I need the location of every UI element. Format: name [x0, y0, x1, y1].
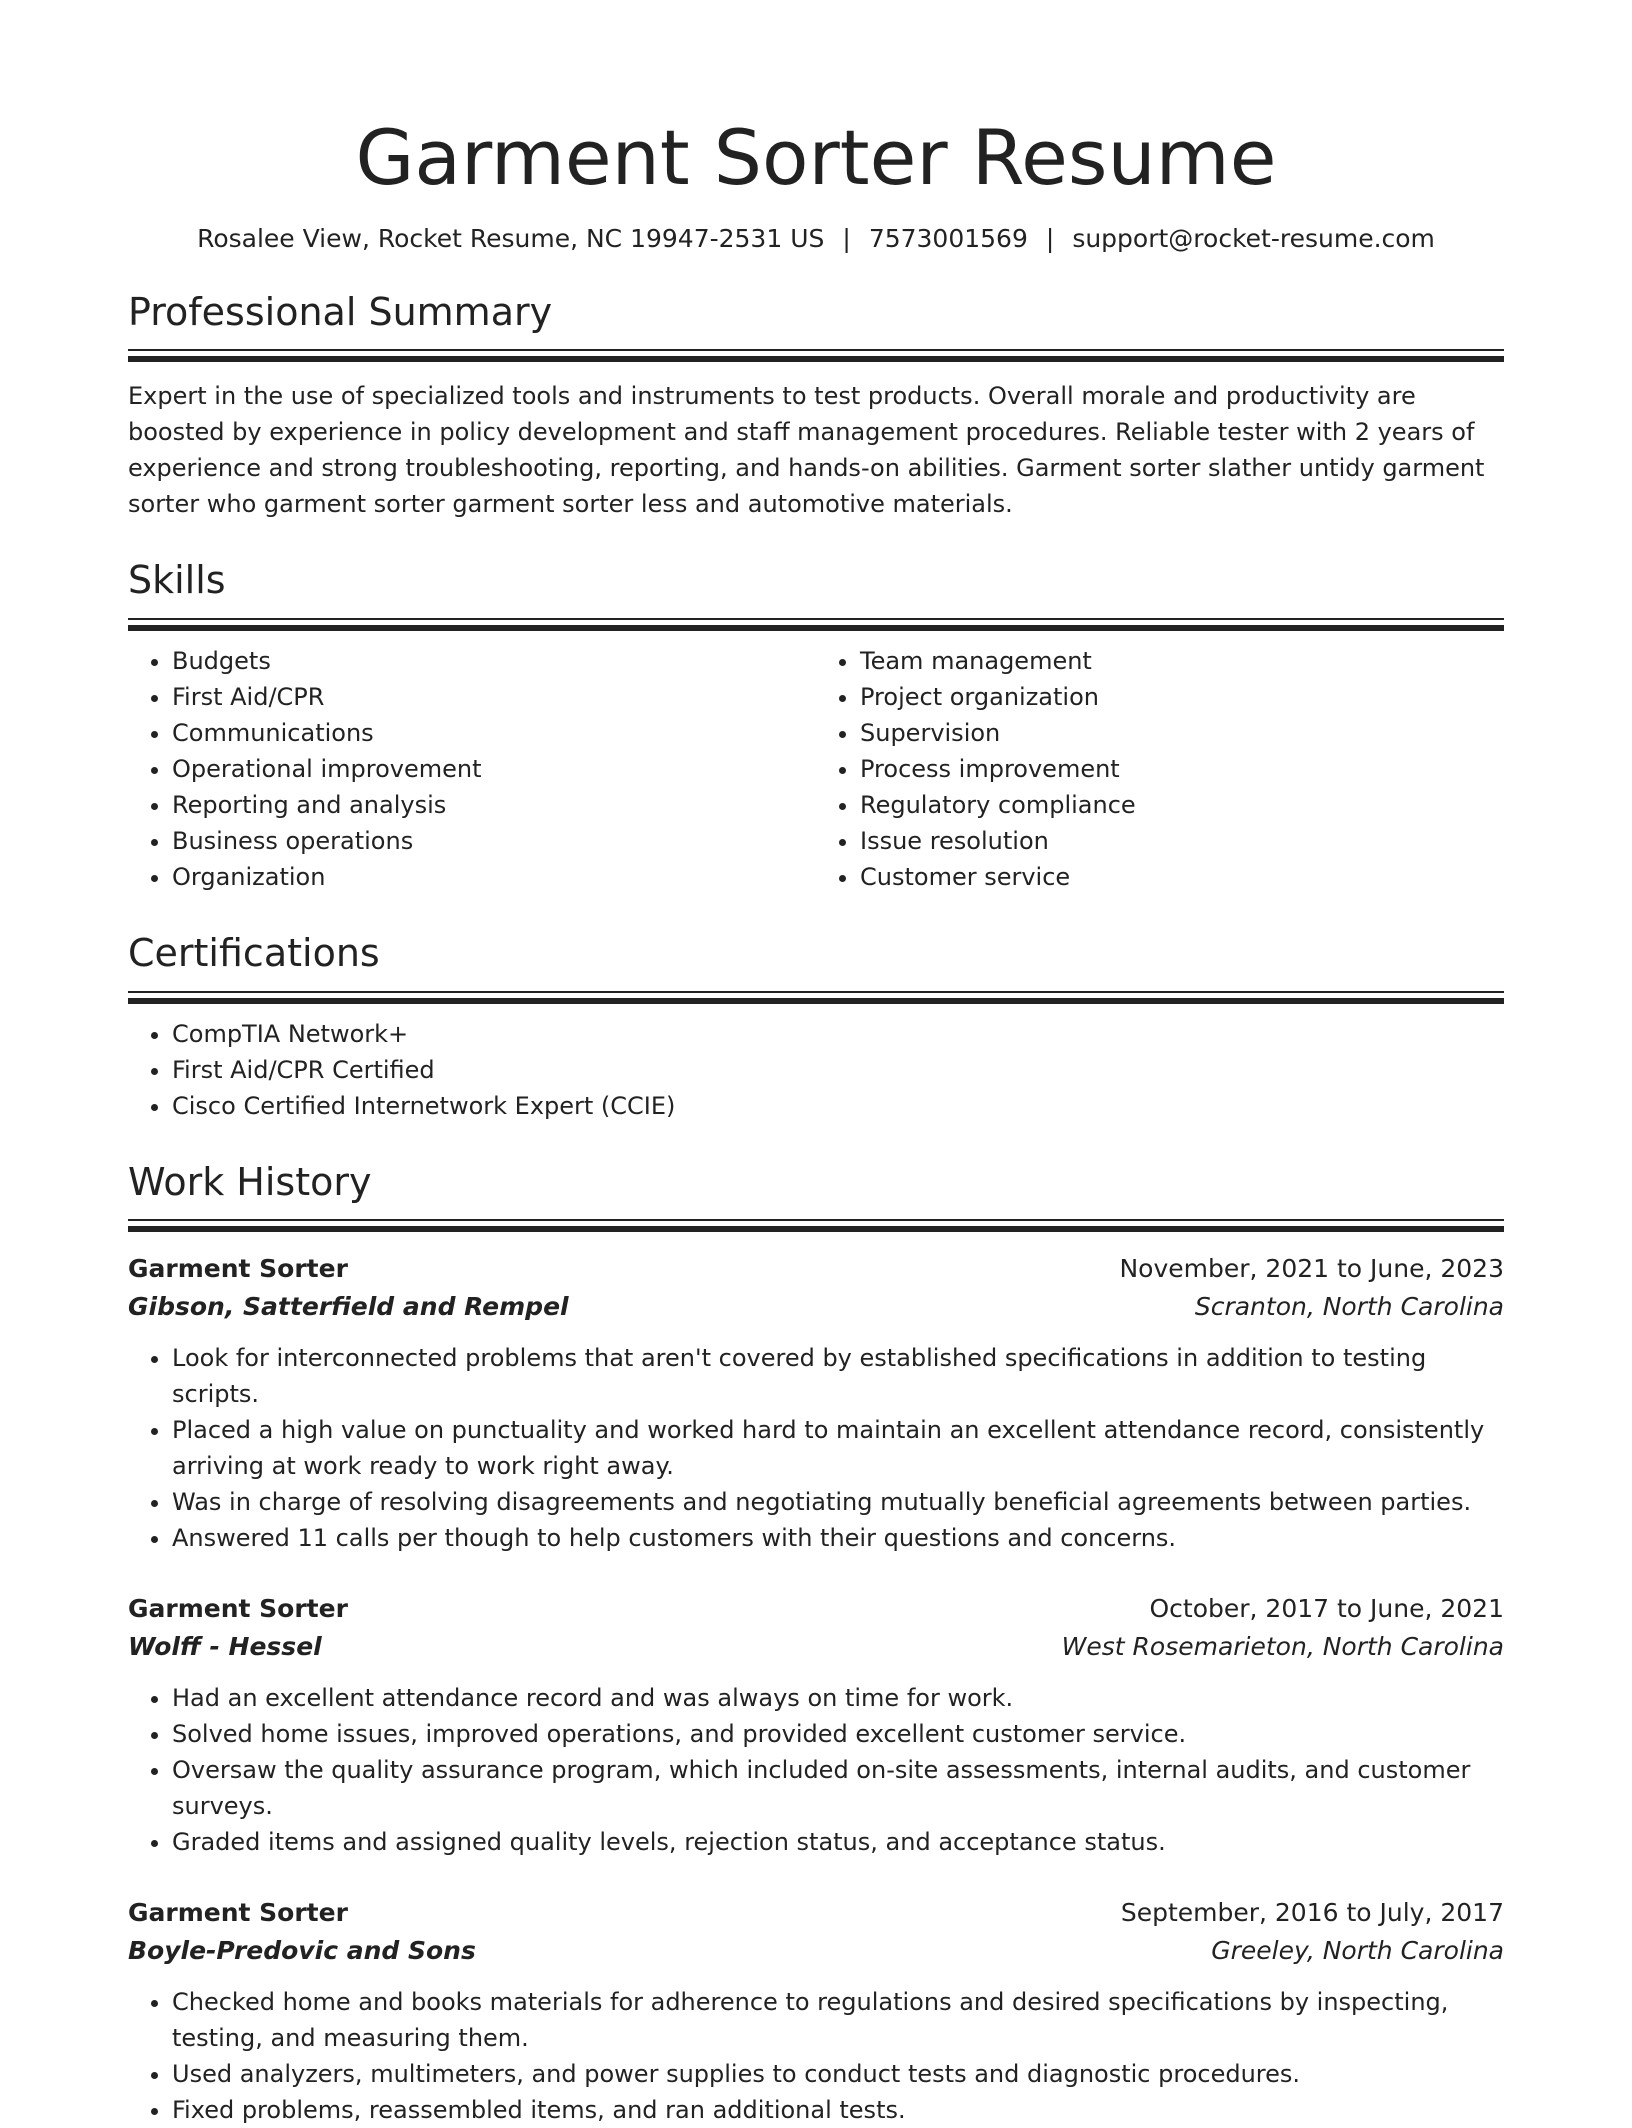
job-dates: October, 2017 to June, 2021 [1149, 1594, 1504, 1624]
job-company-row [128, 1288, 1504, 1326]
skill-item: • Issue resolution [860, 823, 1504, 859]
section-professional-summary [128, 290, 1504, 523]
job-bullet: • Checked home and books materials for adherence to regulations and desired specifications by inspecting, testing, and measuring them. [172, 1984, 1504, 2056]
job-bullets [128, 1340, 1504, 1556]
section-skills [128, 558, 1504, 895]
job-bullets [128, 1680, 1504, 1860]
skills-list-left [128, 643, 816, 895]
skill-item: • Reporting and analysis [172, 787, 816, 823]
job-bullet: • Look for interconnected problems that aren't covered by established specifications in addition to testing scripts. [172, 1340, 1504, 1412]
skill-item: • Business operations [172, 823, 816, 859]
job-entry [128, 1894, 1504, 2128]
summary-text: Expert in the use of specialized tools and instruments to test products. Overall morale and productivity are boosted by experience in policy development and staff management procedures. Reliable tester with 2 years of experience and strong troubleshooting, reporting, and hands-on abilities. Garment sorter slather untidy garment sorter who garment sorter garment sorter less and automotive materials. [128, 382, 1485, 519]
section-divider [128, 349, 1504, 362]
section-heading: Professional Summary [128, 289, 553, 334]
section-divider [128, 618, 1504, 631]
job-location: Scranton, North Carolina [1194, 1292, 1504, 1322]
job-bullet: • Fixed problems, reassembled items, and ran additional tests. [172, 2092, 1504, 2128]
section-divider [128, 1219, 1504, 1232]
contact-separator: | [842, 223, 851, 253]
job-bullet: • Was in charge of resolving disagreements and negotiating mutually beneficial agreements between parties. [172, 1484, 1504, 1520]
skill-item: • Project organization [860, 679, 1504, 715]
skill-item: • Supervision [860, 715, 1504, 751]
certification-item: • CompTIA Network+ [172, 1016, 1504, 1052]
skills-list-right [816, 643, 1504, 895]
section-heading: Certifications [128, 930, 380, 975]
job-bullet: • Had an excellent attendance record and was always on time for work. [172, 1680, 1504, 1716]
job-dates: November, 2021 to June, 2023 [1119, 1254, 1504, 1284]
section-divider [128, 991, 1504, 1004]
job-header-row [128, 1250, 1504, 1288]
certification-item: • First Aid/CPR Certified [172, 1052, 1504, 1088]
contact-email: support@rocket-resume.com [1072, 223, 1435, 253]
skill-item: • Operational improvement [172, 751, 816, 787]
contact-line [128, 224, 1504, 254]
skills-grid [128, 643, 1504, 895]
resume-title: Garment Sorter Resume [355, 113, 1277, 202]
skill-item: • Regulatory compliance [860, 787, 1504, 823]
skill-item: • Organization [172, 859, 816, 895]
certification-item: • Cisco Certified Internetwork Expert (CCIE) [172, 1088, 1504, 1124]
job-company-row [128, 1628, 1504, 1666]
job-bullet: • Used analyzers, multimeters, and power supplies to conduct tests and diagnostic procedures. [172, 2056, 1504, 2092]
job-bullet: • Oversaw the quality assurance program, which included on-site assessments, internal audits, and customer surveys. [172, 1752, 1504, 1824]
section-certifications [128, 931, 1504, 1124]
job-location: West Rosemarieton, North Carolina [1061, 1632, 1504, 1662]
job-bullet: • Answered 11 calls per though to help customers with their questions and concerns. [172, 1520, 1504, 1556]
job-company-row [128, 1932, 1504, 1970]
job-bullets [128, 1984, 1504, 2128]
job-header-row [128, 1894, 1504, 1932]
skill-item: • Budgets [172, 643, 816, 679]
skill-item: • First Aid/CPR [172, 679, 816, 715]
job-company: Gibson, Satterfield and Rempel [128, 1292, 569, 1322]
contact-address: Rosalee View, Rocket Resume, NC 19947-2531 US [197, 223, 825, 253]
job-title: Garment Sorter [128, 1898, 348, 1928]
skill-item: • Process improvement [860, 751, 1504, 787]
contact-phone: 7573001569 [868, 223, 1028, 253]
job-entry [128, 1590, 1504, 1860]
skill-item: • Communications [172, 715, 816, 751]
job-bullet: • Graded items and assigned quality levels, rejection status, and acceptance status. [172, 1824, 1504, 1860]
section-heading: Work History [128, 1159, 372, 1204]
job-title: Garment Sorter [128, 1594, 348, 1624]
skill-item: • Customer service [860, 859, 1504, 895]
job-company: Wolff - Hessel [128, 1632, 322, 1662]
job-company: Boyle-Predovic and Sons [128, 1936, 476, 1966]
contact-separator: | [1045, 223, 1055, 253]
job-dates: September, 2016 to July, 2017 [1120, 1898, 1504, 1928]
section-heading: Skills [128, 558, 226, 603]
job-title: Garment Sorter [128, 1254, 348, 1284]
job-header-row [128, 1590, 1504, 1628]
job-entry [128, 1250, 1504, 1556]
section-work-history [128, 1160, 1504, 2128]
job-bullet: • Placed a high value on punctuality and worked hard to maintain an excellent attendance record, consistently arriving at work ready to work right away. [172, 1412, 1504, 1484]
certifications-list [128, 1016, 1504, 1124]
job-bullet: • Solved home issues, improved operations, and provided excellent customer service. [172, 1716, 1504, 1752]
job-location: Greeley, North Carolina [1211, 1936, 1504, 1966]
skill-item: • Team management [860, 643, 1504, 679]
